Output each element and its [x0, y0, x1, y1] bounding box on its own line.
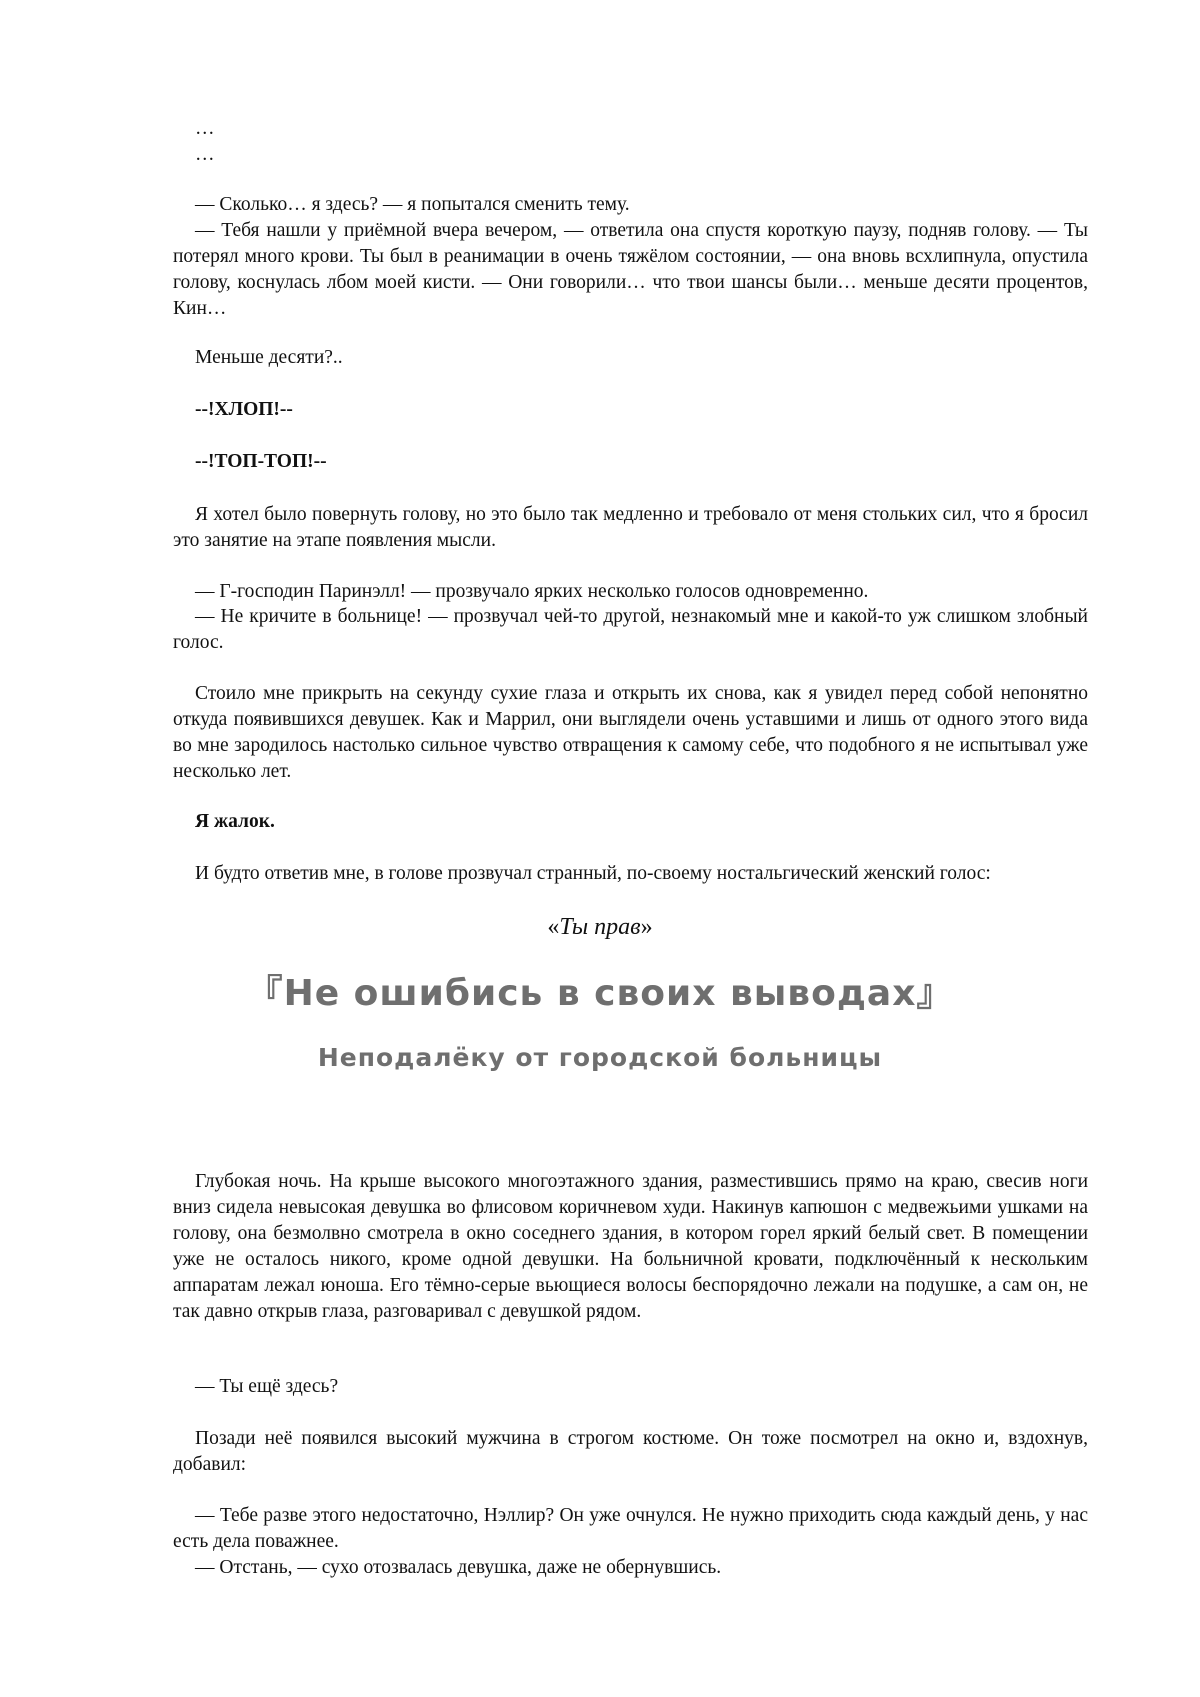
quote-close-mark: »	[640, 914, 653, 940]
paragraph: Я хотел было повернуть голову, но это было так медленно и требовало от меня стольких сил, что я бросил это занятие на этапе появления мысли.	[173, 504, 1088, 551]
quote-text: Ты прав	[559, 914, 641, 940]
ellipsis-line: …	[195, 144, 215, 165]
paragraph: Глубокая ночь. На крыше высокого многоэтажного здания, разместившись прямо на краю, свесив ноги вниз сидела невысокая девушка во флисовом коричневом худи. Накинув капюшон с медвежьими ушками на голову, она безмолвно смотрела в окно соседнего здания, в котором горел яркий белый свет. В помещении уже не осталось никого, кроме одной девушки. На больничной кровати, подключённый к нескольким аппаратам лежал юноша. Его тёмно-серые вьющиеся волосы беспорядочно лежали на подушке, а сам он, не так давно открыв глаза, разговаривал с девушкой рядом.	[173, 1171, 1088, 1322]
paragraph-emphasis: Я жалок.	[195, 811, 275, 832]
paragraph-dialogue: — Тебя нашли у приёмной вчера вечером, — ответила она спустя короткую паузу, подняв голову. — Ты потерял много крови. Ты был в реанимации в очень тяжёлом состоянии, — она вновь всхлипнула, опустила голову, коснулась лбом моей кисти. — Они говорили… что твои шансы были… меньше десяти процентов, Кин…	[173, 220, 1088, 319]
paragraph-dialogue: — Сколько… я здесь? — я попытался сменить тему.	[195, 194, 630, 215]
paragraph-dialogue: — Не кричите в больнице! — прозвучал чей-то другой, незнакомый мне и какой-то уж слишком злобный голос.	[173, 606, 1088, 653]
ellipsis-line: …	[195, 118, 215, 139]
chapter-subtitle: Неподалёку от городской больницы	[317, 1043, 883, 1072]
paragraph: Позади неё появился высокий мужчина в строгом костюме. Он тоже посмотрел на окно и, вздохнув, добавил:	[173, 1428, 1088, 1475]
paragraph: Стоило мне прикрыть на секунду сухие глаза и открыть их снова, как я увидел перед собой непонятно откуда появившихся девушек. Как и Маррил, они выглядели очень уставшими и лишь от одного этого вида во мне зародилось настолько сильное чувство отвращения к самому себе, что подобного я не испытывал уже несколько лет.	[173, 683, 1088, 782]
paragraph: Меньше десяти?..	[195, 347, 343, 368]
chapter-title: 『Не ошибись в своих выводах』	[246, 973, 954, 1014]
paragraph: И будто ответив мне, в голове прозвучал странный, по-своему ностальгический женский голос:	[195, 863, 991, 884]
paragraph-dialogue: — Тебе разве этого недостаточно, Нэллир? Он уже очнулся. Не нужно приходить сюда каждый день, у нас есть дела поважнее.	[173, 1505, 1088, 1552]
sound-effect: --!ХЛОП!--	[195, 399, 293, 420]
sound-effect: --!ТОП-ТОП!--	[195, 451, 327, 472]
paragraph-dialogue: — Г-господин Паринэлл! — прозвучало ярких несколько голосов одновременно.	[195, 581, 869, 602]
quote-line	[0, 914, 1200, 940]
paragraph-dialogue: — Ты ещё здесь?	[195, 1376, 339, 1397]
paragraph-dialogue: — Отстань, — сухо отозвалась девушка, даже не обернувшись.	[195, 1557, 722, 1578]
quote-open-mark: «	[547, 914, 560, 940]
